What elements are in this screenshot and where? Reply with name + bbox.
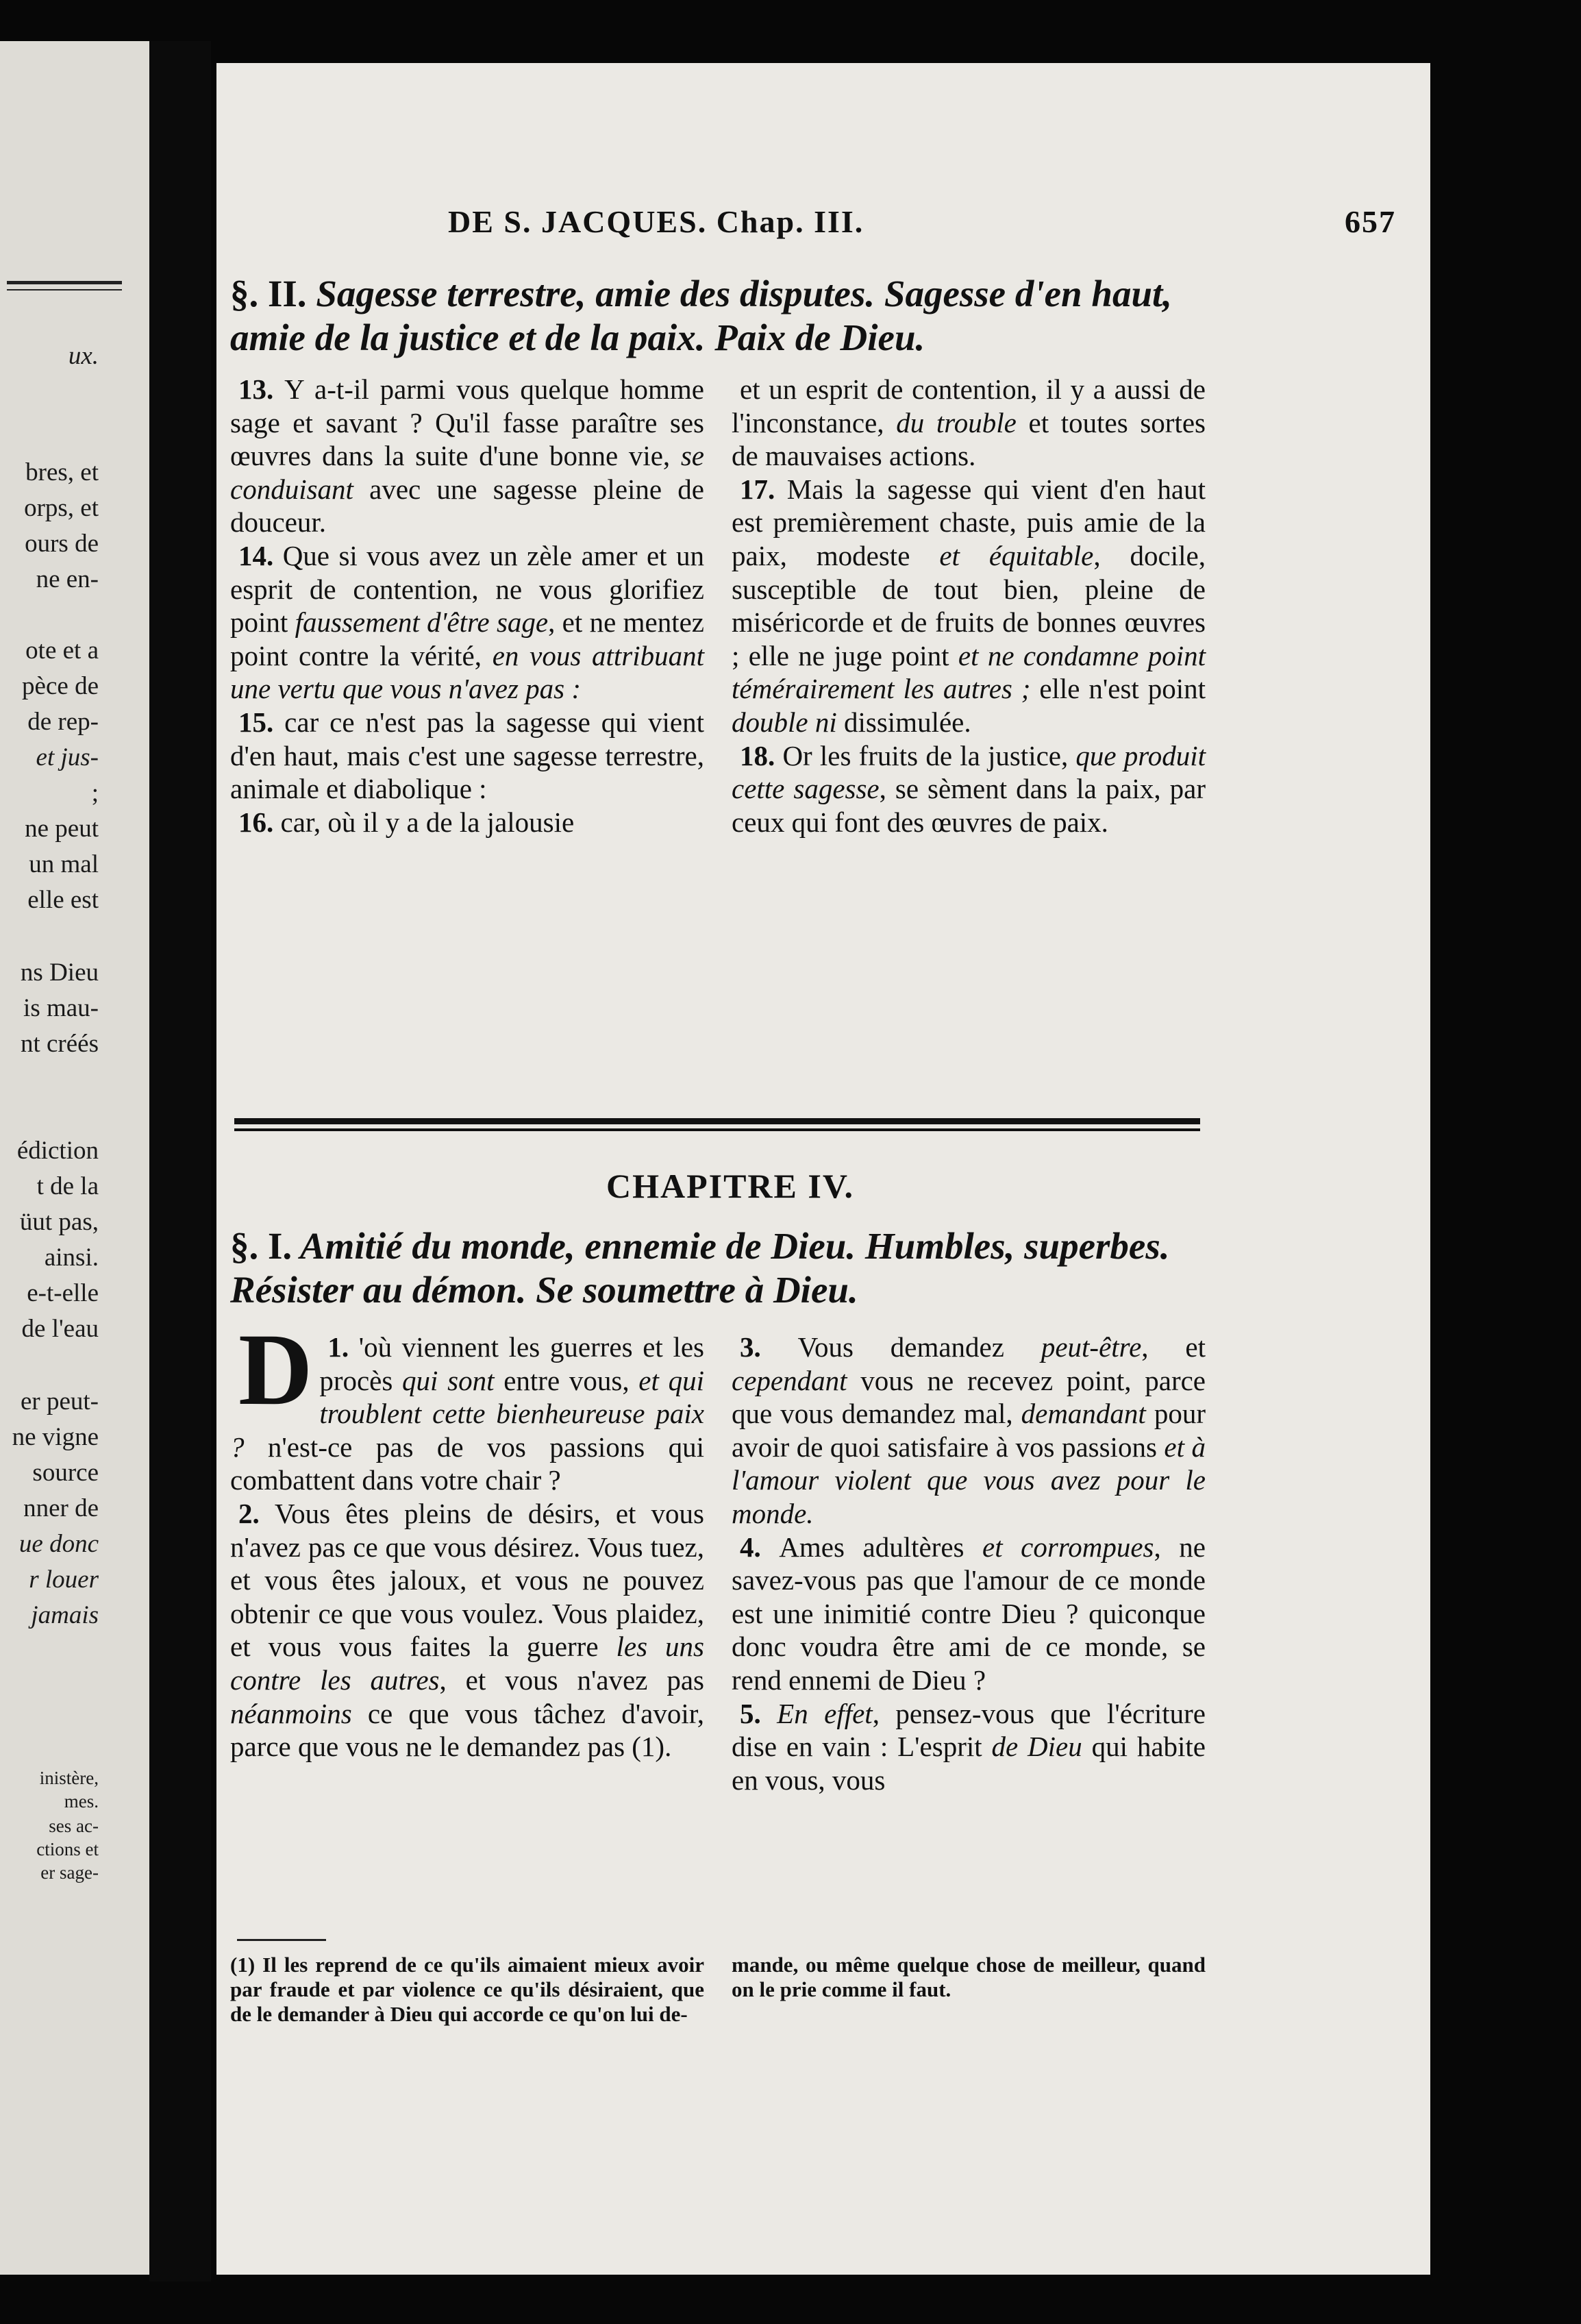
section-mark: §. II. (230, 273, 307, 314)
facing-page-rule (7, 289, 122, 290)
facing-page-text: inistère, (39, 1768, 99, 1788)
facing-page-text: et jus- (36, 743, 99, 771)
facing-page-text: de rep- (27, 708, 99, 736)
verse-number: 16. (238, 806, 281, 838)
facing-page-text: is mau- (23, 994, 99, 1022)
verse-number: 4. (740, 1531, 780, 1563)
footnote-right: mande, ou même quelque chose de meilleur, quand on le prie comme il faut. (732, 1953, 1206, 2001)
facing-page-text: ne peut (25, 815, 99, 843)
verse-number: 15. (238, 706, 285, 738)
facing-page-text: e-t-elle (27, 1279, 99, 1307)
section1-column-left (230, 1313, 705, 1764)
verse-number: 5. (740, 1697, 777, 1729)
facing-page-rule (7, 281, 122, 284)
facing-page-text: pèce de (22, 672, 99, 700)
facing-page-text: t de la (36, 1172, 99, 1200)
drop-cap: D (238, 1313, 313, 1426)
section2-column-right (732, 373, 1206, 839)
verse-text: 'où viennent les guerres et les procès qui sont entre vous, et qui troublent cette bienheureuse paix ? n'est-ce pas de vos passions qui combattent dans votre chair ? (230, 1331, 704, 1496)
verse-text: Vous êtes pleins de désirs, et vous n'avez pas ce que vous désirez. Vous tuez, et vous êtes jaloux, et vous ne pouvez obtenir ce que vous voulez. Vous plaidez, et vous vous faites la guerre les uns contre les autres, et vous n'avez pas néanmoins ce que vous tâchez d'avoir, parce que vous ne le demandez pas (1). (230, 1497, 705, 1763)
section-title-text: Amitié du monde, ennemie de Dieu. Humbles, superbes. Résister au démon. Se soumettre à Dieu. (230, 1225, 1170, 1311)
facing-page-text: elle est (27, 886, 99, 914)
facing-page-text: ses ac- (49, 1816, 99, 1836)
verse-number: 17. (740, 473, 787, 505)
section-mark: §. I. (230, 1225, 292, 1267)
facing-page-text: ours de (25, 530, 99, 558)
book-gutter (149, 41, 211, 2282)
verse (732, 1331, 1206, 1531)
verse-text: Y a-t-il parmi vous quelque homme sage et savant ? Qu'il fasse paraître ses œuvres dans la suite d'une bonne vie, se conduisant avec une sagesse pleine de douceur. (230, 373, 705, 539)
facing-page-text: ctions et (36, 1839, 99, 1859)
verse-number: 13. (238, 373, 285, 405)
facing-page-text: ne en- (36, 565, 99, 593)
verse-number: 1. (327, 1331, 359, 1363)
verse (732, 373, 1206, 473)
verse-text: Mais la sagesse qui vient d'en haut est premièrement chaste, puis amie de la paix, modeste et équitable, docile, susceptible de tout bien, pleine de miséricorde et de fruits de bonnes œuvres ; elle ne juge point et ne condamne point témérairement les autres ; elle n'est point double ni dissimulée. (732, 473, 1206, 738)
verse-text: Que si vous avez un zèle amer et un esprit de contention, ne vous glorifiez point faussement d'être sage, et ne mentez point contre la vérité, en vous attribuant une vertu que vous n'avez pas : (230, 539, 705, 705)
verse (230, 1497, 704, 1764)
verse-text: Or les fruits de la justice, que produit cette sagesse, se sèment dans la paix, par ceux qui font des œuvres de paix. (732, 739, 1206, 838)
verse (230, 1313, 704, 1497)
running-header (448, 203, 1421, 245)
verse (230, 373, 704, 539)
verse-text: Ames adultères et corrompues, ne savez-vous pas que l'amour de ce monde est une inimitié contre Dieu ? quiconque donc voudra être ami de ce monde, se rend ennemi de Dieu ? (732, 1531, 1206, 1696)
facing-page-text: édiction (16, 1137, 99, 1165)
verse (230, 706, 704, 806)
chapter-title: CHAPITRE IV. (606, 1167, 855, 1205)
section2-column-left (230, 373, 704, 839)
verse-number: 14. (238, 539, 283, 571)
facing-page-text: jamais (31, 1601, 99, 1629)
verse-text: car, où il y a de la jalousie (280, 806, 575, 838)
verse-number: 3. (740, 1331, 798, 1363)
verse-text: En effet, pensez-vous que l'écriture dise en vain : L'esprit de Dieu qui habite en vous, vous (732, 1697, 1206, 1796)
section-title-text: Sagesse terrestre, amie des disputes. Sagesse d'en haut, amie de la justice et de la paix. Paix de Dieu. (230, 273, 1173, 358)
section-heading-1 (230, 1224, 1223, 1312)
facing-page-text: un mal (29, 850, 99, 878)
facing-page-text: bres, et (25, 458, 99, 486)
facing-page-text: r louer (29, 1566, 99, 1594)
verse-number: 2. (238, 1497, 275, 1529)
facing-page-text: ux. (68, 342, 99, 370)
verse-text: et un esprit de contention, il y a aussi de l'inconstance, du trouble et toutes sortes de mauvaises actions. (732, 373, 1206, 472)
verse (732, 473, 1206, 739)
facing-page-text: ; (91, 779, 99, 807)
facing-page-text: er sage- (40, 1862, 99, 1883)
facing-page-text: ue donc (18, 1530, 99, 1558)
facing-page-text: mes. (64, 1791, 99, 1812)
facing-page-text: er peut- (20, 1387, 99, 1416)
facing-page-text: orps, et (24, 494, 99, 522)
footnote-rule (237, 1939, 326, 1941)
section-heading-2 (230, 272, 1223, 360)
facing-page-fragment (0, 41, 149, 2275)
facing-page-text: ns Dieu (20, 959, 99, 987)
running-title: DE S. JACQUES. Chap. III. (448, 204, 864, 239)
verse (732, 1697, 1206, 1797)
facing-page-text: nner de (23, 1494, 99, 1522)
facing-page-text: de l'eau (21, 1315, 99, 1343)
verse (732, 1531, 1206, 1697)
facing-page-text: üut pas, (19, 1208, 99, 1236)
verse (230, 806, 704, 839)
facing-page-text: source (32, 1459, 99, 1487)
chapter-divider (234, 1118, 1200, 1131)
page-number: 657 (1345, 204, 1396, 239)
book-page (216, 63, 1430, 2275)
verse (230, 539, 704, 706)
verse (732, 739, 1206, 839)
verse-number: 18. (740, 739, 783, 771)
footnote-left: (1) Il les reprend de ce qu'ils aimaient mieux avoir par fraude et par violence ce qu'ils désiraient, que de le demander à Dieu qui accorde ce qu'on lui de- (230, 1953, 704, 2026)
verse-text: Vous demandez peut-être, et cependant vous ne recevez point, parce que vous demandez mal, demandant pour avoir de quoi satisfaire à vos passions et à l'amour violent que vous avez pour le monde. (732, 1331, 1206, 1529)
facing-page-text: ne vigne (12, 1423, 99, 1451)
section1-column-right (732, 1331, 1206, 1796)
facing-page-text: ainsi. (44, 1244, 99, 1272)
facing-page-text: nt créés (20, 1030, 99, 1058)
verse-text: car ce n'est pas la sagesse qui vient d'en haut, mais c'est une sagesse terrestre, animale et diabolique : (230, 706, 705, 805)
facing-page-text: ote et a (25, 636, 99, 665)
